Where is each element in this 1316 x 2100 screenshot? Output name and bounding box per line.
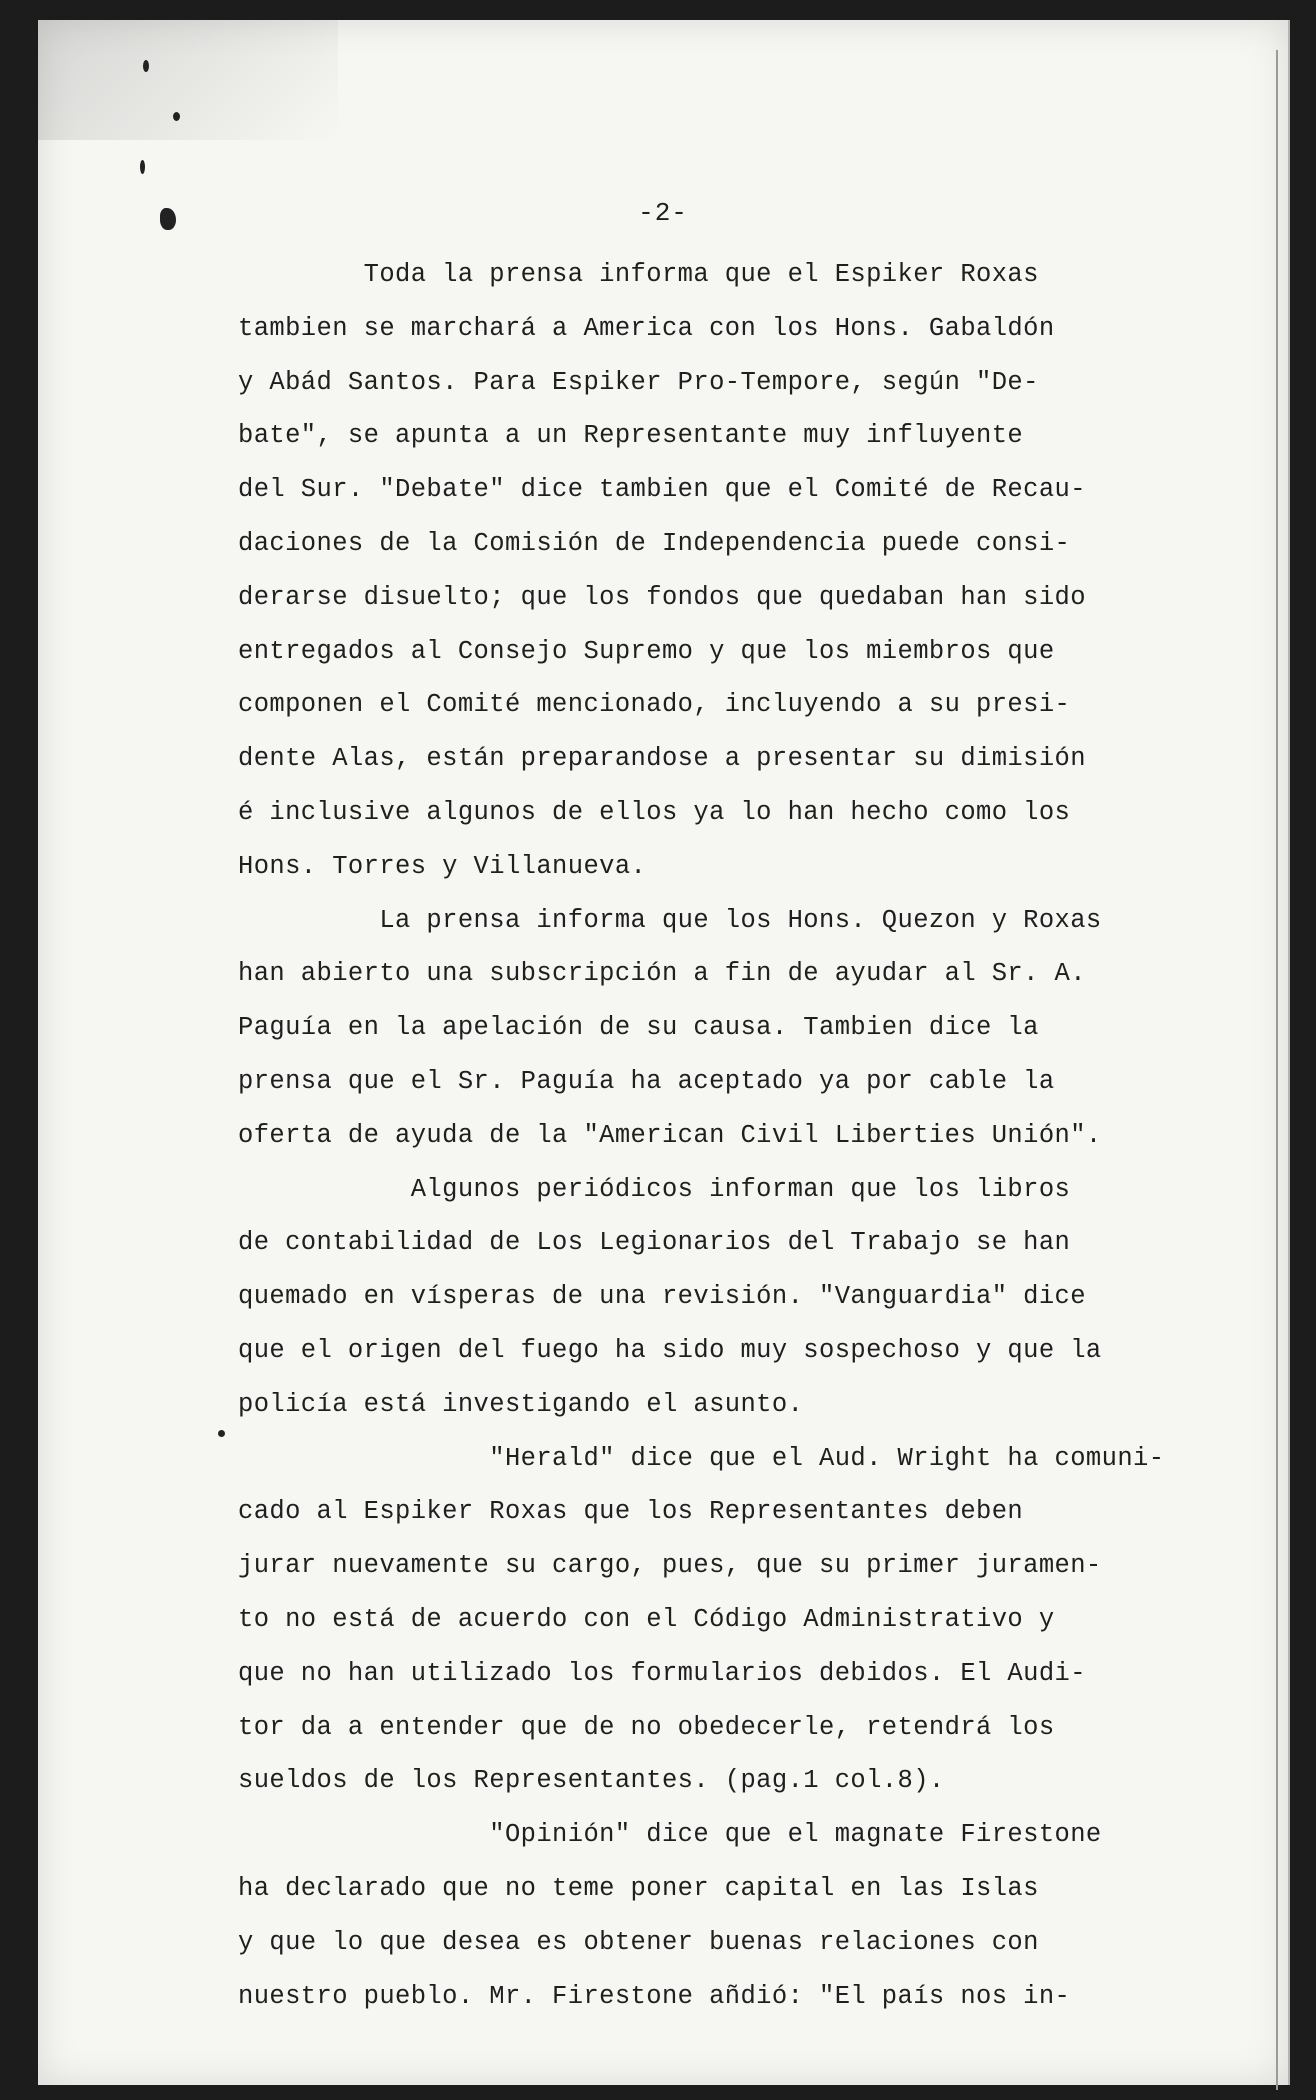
punch-hole-mark [143, 60, 149, 72]
text-line: oferta de ayuda de la "American Civil Liberties Unión". [238, 1120, 1102, 1150]
page-number: -2- [638, 198, 688, 228]
text-line: cado al Espiker Roxas que los Representantes deben [238, 1497, 1024, 1527]
text-line: "Opinión" dice que el magnate Firestone [238, 1820, 1102, 1850]
text-line: tor da a entender que de no obedecerle, retendrá los [238, 1712, 1055, 1742]
text-line: daciones de la Comisión de Independencia puede consi- [238, 528, 1071, 558]
body-text [238, 248, 1165, 2023]
text-line: derarse disuelto; que los fondos que quedaban han sido [238, 582, 1086, 612]
ink-dot [218, 1430, 225, 1437]
text-line: y Abád Santos. Para Espiker Pro-Tempore, según "De- [238, 367, 1039, 397]
text-line: sueldos de los Representantes. (pag.1 col.8). [238, 1766, 945, 1796]
punch-hole-mark [140, 160, 145, 174]
text-line: policía está investigando el asunto. [238, 1389, 804, 1419]
text-line: dente Alas, están preparandose a presentar su dimisión [238, 744, 1086, 774]
page-edge [1276, 50, 1278, 2090]
document-page [38, 20, 1290, 2085]
text-line: del Sur. "Debate" dice tambien que el Comité de Recau- [238, 475, 1086, 505]
text-line: "Herald" dice que el Aud. Wright ha comuni- [238, 1443, 1165, 1473]
text-line: tambien se marchará a America con los Hons. Gabaldón [238, 313, 1055, 343]
text-line: componen el Comité mencionado, incluyendo a su presi- [238, 690, 1071, 720]
punch-hole-mark [173, 112, 180, 121]
text-line: Toda la prensa informa que el Espiker Roxas [238, 260, 1039, 289]
text-line: prensa que el Sr. Paguía ha aceptado ya por cable la [238, 1066, 1055, 1096]
text-line: nuestro pueblo. Mr. Firestone añdió: "El país nos in- [238, 1981, 1071, 2011]
text-line: é inclusive algunos de ellos ya lo han hecho como los [238, 797, 1071, 827]
text-line: y que lo que desea es obtener buenas relaciones con [238, 1927, 1039, 1957]
text-line: que el origen del fuego ha sido muy sospechoso y que la [238, 1335, 1102, 1365]
text-line: que no han utilizado los formularios debidos. El Audi- [238, 1658, 1086, 1688]
text-line: quemado en vísperas de una revisión. "Vanguardia" dice [238, 1282, 1086, 1312]
text-line: de contabilidad de Los Legionarios del Trabajo se han [238, 1228, 1071, 1258]
text-line: han abierto una subscripción a fin de ayudar al Sr. A. [238, 959, 1086, 989]
scan-shadow [38, 20, 338, 140]
text-line: entregados al Consejo Supremo y que los miembros que [238, 636, 1055, 666]
text-line: to no está de acuerdo con el Código Administrativo y [238, 1604, 1055, 1634]
text-line: La prensa informa que los Hons. Quezon y Roxas [238, 905, 1102, 935]
text-line: Paguía en la apelación de su causa. Tambien dice la [238, 1013, 1039, 1043]
text-line: Algunos periódicos informan que los libros [238, 1174, 1071, 1204]
text-line: bate", se apunta a un Representante muy influyente [238, 421, 1024, 451]
text-line: jurar nuevamente su cargo, pues, que su primer juramen- [238, 1551, 1102, 1581]
text-line: Hons. Torres y Villanueva. [238, 851, 647, 881]
text-line: ha declarado que no teme poner capital en las Islas [238, 1873, 1039, 1903]
